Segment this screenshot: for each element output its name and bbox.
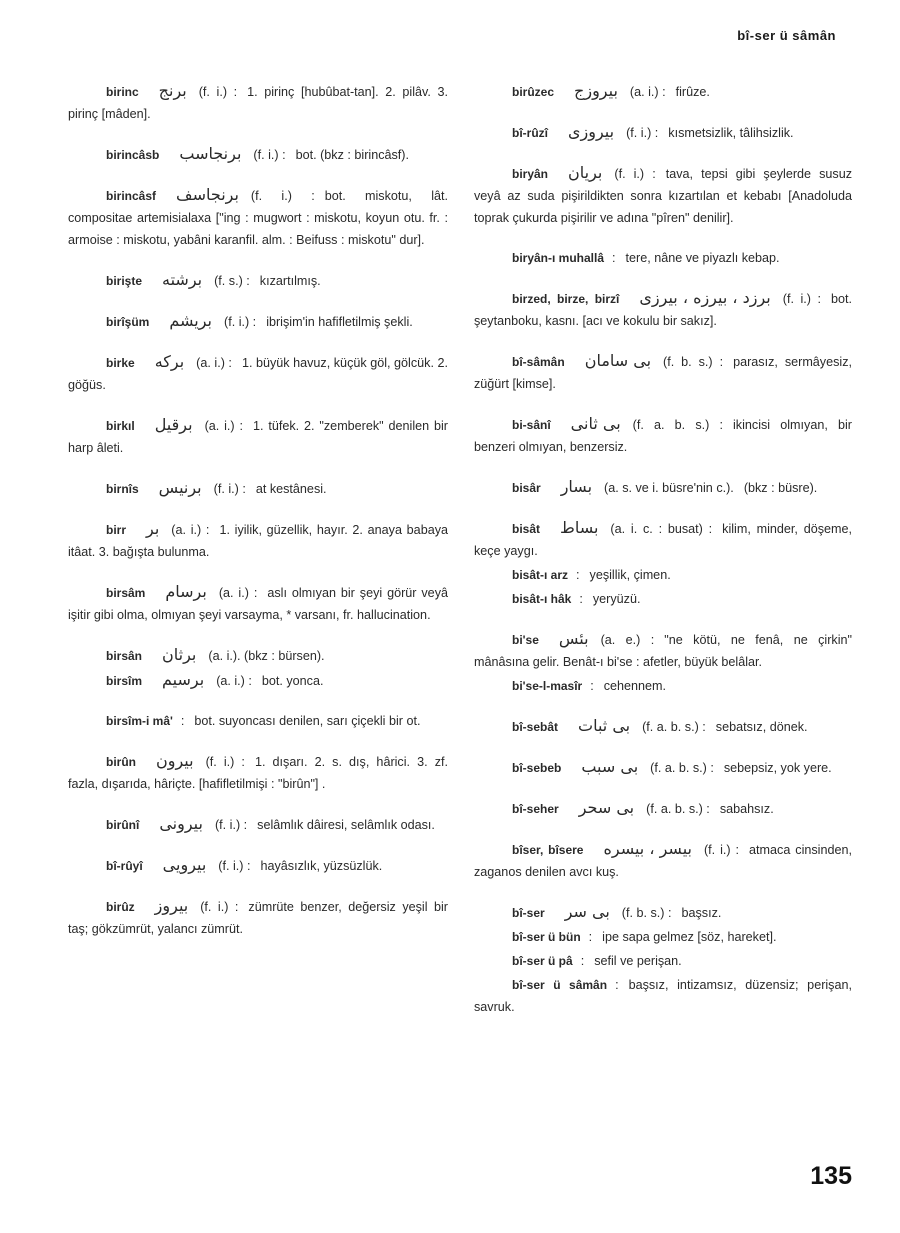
entry-definition: 1. dışarı. 2. s. dış, hârici. 3. zf. fazla, dışarıda, hâriçte. [hafifletilmişi : "birûn"] . xyxy=(68,755,448,791)
entry-grammar: (f. b. s.) : xyxy=(621,906,672,920)
dictionary-entry xyxy=(474,564,852,586)
entry-grammar: (f. s.) : xyxy=(214,274,250,288)
dictionary-entry xyxy=(68,518,448,563)
entry-headword: biryân xyxy=(512,167,549,181)
dictionary-entry xyxy=(68,477,448,500)
entry-definition: cehennem. xyxy=(603,679,667,693)
entry-ottoman-script: بئس xyxy=(558,629,589,648)
dictionary-entry xyxy=(68,750,448,795)
entry-grammar: (a. i.) : xyxy=(218,586,258,600)
dictionary-entry xyxy=(68,644,448,667)
entry-grammar: (f. i.) : xyxy=(250,189,315,203)
entry-definition: ibrişim'in hafifletilmiş şekli. xyxy=(266,315,413,329)
dictionary-entry xyxy=(474,121,852,144)
entry-headword: birûz xyxy=(106,900,135,914)
entry-definition: (bkz : büsre). xyxy=(743,481,818,495)
entry-headword: bî-rûyî xyxy=(106,859,143,873)
entry-grammar: : xyxy=(579,592,583,606)
entry-ottoman-script: بی سر xyxy=(564,902,610,921)
entry-definition: at kestânesi. xyxy=(255,482,327,496)
entry-grammar: (f. i.) : xyxy=(218,859,251,873)
entry-ottoman-script: بی ثبات xyxy=(578,716,631,735)
entry-headword: birûn xyxy=(106,755,136,769)
dictionary-entry xyxy=(68,895,448,940)
entry-ottoman-script: بیروزج xyxy=(574,81,618,100)
entry-headword: bîser, bîsere xyxy=(512,843,584,857)
entry-ottoman-script: بساط xyxy=(560,518,599,537)
dictionary-entry xyxy=(474,476,852,499)
entry-grammar: (f. a. b. s.) : xyxy=(632,418,723,432)
entry-grammar: (f. i.) : xyxy=(614,167,656,181)
entry-headword: bisât-ı arz xyxy=(512,568,569,582)
entry-headword: birsâm xyxy=(106,586,146,600)
entry-grammar: (a. i.) : xyxy=(196,356,232,370)
dictionary-entry xyxy=(474,588,852,610)
entry-ottoman-script: برزد ، بیرزه ، بیرزی xyxy=(639,288,771,307)
entry-definition: sabahsız. xyxy=(719,802,774,816)
entry-headword: birke xyxy=(106,356,135,370)
entry-grammar: : xyxy=(590,679,594,693)
entry-definition: sebepsiz, yok yere. xyxy=(723,761,832,775)
entry-ottoman-script: بی سحر xyxy=(578,798,635,817)
dictionary-entry xyxy=(68,710,448,732)
entry-definition: hayâsızlık, yüzsüzlük. xyxy=(260,859,383,873)
dictionary-entry xyxy=(68,310,448,333)
entry-grammar: : xyxy=(580,954,585,968)
entry-definition: bot. miskotu, lât. compositae artemisialaxa ["ing : mugwort : miskotu, koyun otu. fr. : armoise : miskotu, yabâni karanfil. alm. : Beifuss : miskotu" dur]. xyxy=(68,189,448,247)
entry-headword: bî-ser ü pâ xyxy=(512,954,573,968)
entry-headword: bi'se-l-masîr xyxy=(512,679,583,693)
dictionary-entry xyxy=(68,80,448,125)
entry-grammar: (a. e.) : xyxy=(600,633,655,647)
entry-headword: bisât-ı hâk xyxy=(512,592,572,606)
entry-headword: birûzec xyxy=(512,85,555,99)
dictionary-entry xyxy=(68,143,448,166)
entry-grammar: (f. a. b. s.) : xyxy=(642,720,706,734)
entry-ottoman-script: بیروز xyxy=(154,896,189,915)
entry-grammar: (a. i.) : xyxy=(171,523,210,537)
dictionary-entry xyxy=(474,517,852,562)
entry-definition: yeşillik, çimen. xyxy=(589,568,671,582)
entry-grammar: (f. i.) : xyxy=(214,818,248,832)
entry-headword: biryân-ı muhallâ xyxy=(512,251,605,265)
entry-definition: başsız. xyxy=(681,906,722,920)
entry-headword: bî-sebeb xyxy=(512,761,562,775)
dictionary-entry xyxy=(68,269,448,292)
entry-definition: "ne kötü, ne fenâ, ne çirkin" mânâsına gelir. Benât-ı bi'se : afetler, büyük belâlar. xyxy=(474,633,852,669)
entry-definition: ikincisi olmıyan, bir benzeri olmıyan, benzersiz. xyxy=(474,418,852,454)
entry-headword: bi-sânî xyxy=(512,418,551,432)
entry-headword: birişte xyxy=(106,274,143,288)
dictionary-entry xyxy=(68,813,448,836)
entry-grammar: (a. i.) : xyxy=(629,85,666,99)
entry-definition: bot. suyoncası denilen, sarı çiçekli bir ot. xyxy=(194,714,421,728)
entry-definition: bot. yonca. xyxy=(261,674,324,688)
left-column xyxy=(68,80,448,958)
entry-headword: birsân xyxy=(106,649,143,663)
dictionary-entry xyxy=(474,413,852,458)
entry-definition: bot. şeytanboku, kasnı. [acı ve kokulu bir sakız]. xyxy=(474,292,852,328)
entry-ottoman-script: برسیم xyxy=(162,670,205,689)
dictionary-entry xyxy=(474,926,852,948)
entry-definition: selâmlık dâiresi, selâmlık odası. xyxy=(257,818,435,832)
entry-definition: kızartılmış. xyxy=(259,274,321,288)
entry-definition: zümrüte benzer, değersiz yeşil bir taş; gökzümrüt, yalancı zümrüt. xyxy=(68,900,449,936)
entry-grammar: (a. i.). (bkz : bürsen). xyxy=(208,649,325,663)
entry-definition: 1. büyük havuz, küçük göl, gölcük. 2. göğüs. xyxy=(68,356,448,392)
entry-ottoman-script: بسار xyxy=(560,477,593,496)
entry-headword: birnîs xyxy=(106,482,139,496)
entry-grammar: (f. b. s.) : xyxy=(663,355,724,369)
right-column xyxy=(474,80,852,1036)
entry-grammar: (a. i.) : xyxy=(216,674,252,688)
entry-grammar: (a. s. ve i. büsre'nin c.). xyxy=(604,481,734,495)
entry-headword: bi'se xyxy=(512,633,539,647)
dictionary-entry xyxy=(474,675,852,697)
entry-definition: tava, tepsi gibi şeylerde susuz veyâ az suda pişirildikten sonra kızartılan et kebabı [Anadoluda toprak çukurda pişirilir ve adına "pîren" denilir]. xyxy=(474,167,852,225)
dictionary-entry xyxy=(68,581,448,626)
page-number: 135 xyxy=(810,1162,852,1190)
entry-ottoman-script: برنجاسف xyxy=(176,185,239,204)
entry-grammar: (f. a. b. s.) : xyxy=(646,802,710,816)
entry-ottoman-script: بیرونی xyxy=(159,814,203,833)
entry-grammar: (f. i.) : xyxy=(198,85,238,99)
entry-ottoman-script: بیروزی xyxy=(568,122,615,141)
dictionary-entry xyxy=(474,715,852,738)
dictionary-entry xyxy=(68,184,448,251)
entry-definition: aslı olmıyan bir şeyi görür veyâ işitir gibi olma, olmıyan şeyi varsayma, * varsanı, fr. hallucination. xyxy=(68,586,448,622)
dictionary-entry xyxy=(474,247,852,269)
entry-grammar: (f. i.) : xyxy=(205,755,245,769)
entry-grammar: : xyxy=(588,930,593,944)
entry-headword: bî-ser xyxy=(512,906,545,920)
entry-grammar: : xyxy=(612,251,616,265)
dictionary-entry xyxy=(474,838,852,883)
entry-ottoman-script: برنیس xyxy=(158,478,202,497)
entry-grammar: (f. a. b. s.) : xyxy=(650,761,714,775)
entry-definition: sebatsız, dönek. xyxy=(715,720,808,734)
entry-headword: birsîm xyxy=(106,674,143,688)
entry-grammar: (f. i.) : xyxy=(782,292,821,306)
entry-definition: ipe sapa gelmez [söz, hareket]. xyxy=(602,930,777,944)
dictionary-entry xyxy=(68,414,448,459)
entry-ottoman-script: بریشم xyxy=(169,311,212,330)
entry-headword: birîşüm xyxy=(106,315,150,329)
entry-grammar: (f. i.) : xyxy=(200,900,239,914)
dictionary-entry xyxy=(68,351,448,396)
dictionary-entry xyxy=(474,350,852,395)
entry-ottoman-script: بریان xyxy=(568,163,603,182)
entry-definition: bot. (bkz : birincâsf). xyxy=(295,148,409,162)
running-header: bî-ser ü sâmân xyxy=(737,28,836,43)
entry-ottoman-script: برنج xyxy=(158,81,187,100)
entry-headword: birzed, birze, birzî xyxy=(512,292,620,306)
dictionary-entry xyxy=(474,287,852,332)
entry-headword: bî-rûzî xyxy=(512,126,548,140)
entry-headword: bî-sebât xyxy=(512,720,559,734)
entry-headword: bî-sâmân xyxy=(512,355,565,369)
dictionary-entry xyxy=(474,756,852,779)
dictionary-entry xyxy=(474,974,852,1018)
entry-headword: birûnî xyxy=(106,818,140,832)
entry-ottoman-script: بی سبب xyxy=(581,757,639,776)
dictionary-entry xyxy=(68,669,448,692)
entry-grammar: : xyxy=(180,714,185,728)
entry-ottoman-script: بیرون xyxy=(156,751,194,770)
entry-headword: bisâr xyxy=(512,481,541,495)
dictionary-entry xyxy=(474,901,852,924)
entry-grammar: : xyxy=(576,568,580,582)
entry-headword: birsîm-i mâ' xyxy=(106,714,173,728)
entry-headword: bî-ser ü sâmân xyxy=(512,978,608,992)
entry-grammar: : xyxy=(615,978,619,992)
dictionary-entry xyxy=(474,950,852,972)
entry-definition: kısmetsizlik, tâlihsizlik. xyxy=(668,126,794,140)
entry-definition: atmaca cinsinden, zaganos denilen avcı kuş. xyxy=(474,843,852,879)
entry-definition: parasız, sermâyesiz, züğürt [kimse]. xyxy=(474,355,853,391)
entry-grammar: (f. i.) : xyxy=(703,843,740,857)
entry-definition: firûze. xyxy=(675,85,710,99)
entry-definition: tere, nâne ve piyazlı kebap. xyxy=(625,251,780,265)
dictionary-entry xyxy=(68,854,448,877)
entry-ottoman-script: برشته xyxy=(162,270,203,289)
dictionary-entry xyxy=(474,162,852,229)
entry-headword: bî-seher xyxy=(512,802,559,816)
entry-definition: 1. pirinç [hubûbat-tan]. 2. pilâv. 3. pirinç [mâden]. xyxy=(68,85,448,121)
entry-ottoman-script: بر xyxy=(146,519,160,538)
entry-definition: 1. iyilik, güzellik, hayır. 2. anaya babaya itâat. 3. bağışta bulunma. xyxy=(68,523,448,559)
entry-headword: birinc xyxy=(106,85,139,99)
entry-ottoman-script: برسام xyxy=(165,582,207,601)
entry-ottoman-script: بی سامان xyxy=(584,351,652,370)
entry-definition: yeryüzü. xyxy=(592,592,641,606)
entry-ottoman-script: برکه xyxy=(154,352,185,371)
entry-grammar: (a. i.) : xyxy=(204,419,243,433)
entry-headword: bisât xyxy=(512,522,541,536)
dictionary-entry xyxy=(474,628,852,673)
entry-grammar: (f. i.) : xyxy=(224,315,257,329)
entry-ottoman-script: بیرویی xyxy=(162,855,207,874)
entry-ottoman-script: برنجاسب xyxy=(179,144,242,163)
dictionary-entry xyxy=(474,797,852,820)
entry-ottoman-script: برثان xyxy=(162,645,197,664)
entry-grammar: (f. i.) : xyxy=(213,482,246,496)
entry-ottoman-script: برقیل xyxy=(154,415,193,434)
entry-headword: birincâsf xyxy=(106,189,157,203)
entry-grammar: (f. i.) : xyxy=(253,148,286,162)
entry-definition: sefil ve perişan. xyxy=(594,954,682,968)
entry-headword: bî-ser ü bün xyxy=(512,930,581,944)
dictionary-entry xyxy=(474,80,852,103)
entry-ottoman-script: بی ثانی xyxy=(570,414,621,433)
entry-definition: 1. tüfek. 2. "zemberek" denilen bir harp âleti. xyxy=(68,419,449,455)
entry-definition: kilim, minder, döşeme, keçe yaygı. xyxy=(474,522,852,558)
entry-headword: birr xyxy=(106,523,127,537)
entry-definition: başsız, intizamsız, düzensiz; perişan, savruk. xyxy=(474,978,852,1014)
entry-ottoman-script: بیسر ، بیسره xyxy=(603,839,692,858)
entry-grammar: (a. i. c. : busat) : xyxy=(610,522,713,536)
entry-headword: birkıl xyxy=(106,419,135,433)
entry-headword: birincâsb xyxy=(106,148,160,162)
entry-grammar: (f. i.) : xyxy=(626,126,659,140)
